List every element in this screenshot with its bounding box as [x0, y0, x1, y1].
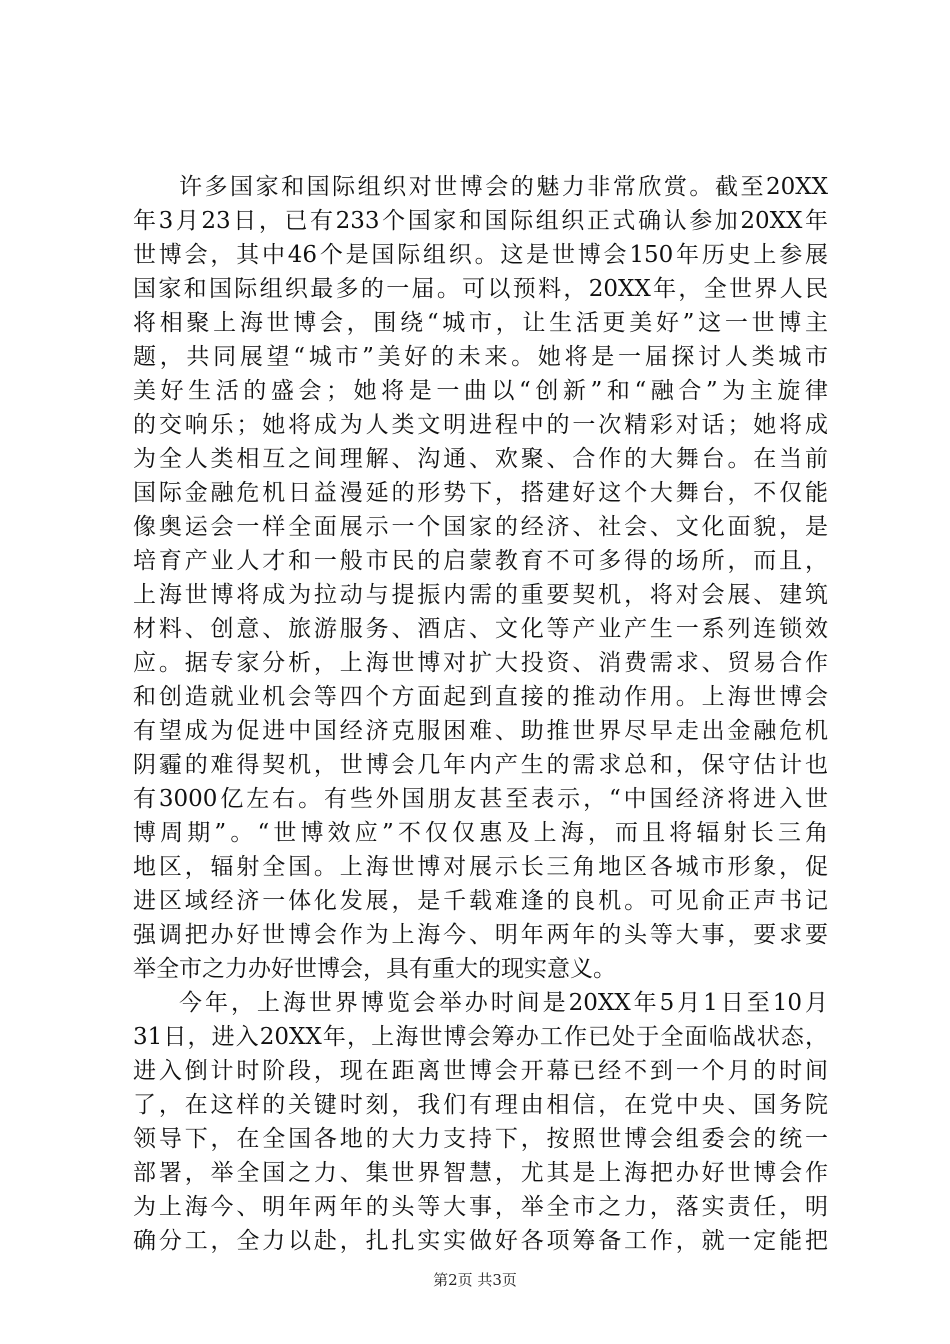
- text-line: 阴霾的难得契机，世博会几年内产生的需求总和，保守估计也: [133, 752, 828, 778]
- text-line: 地区，辐射全国。上海世博对展示长三角地区各城市形象，促: [133, 854, 828, 880]
- text-line: 有3000亿左右。有些外国朋友甚至表示，“中国经济将进入世: [133, 786, 828, 812]
- text-line: 强调把办好世博会作为上海今、明年两年的头等大事，要求要: [133, 922, 828, 948]
- text-line: 为全人类相互之间理解、沟通、欢聚、合作的大舞台。在当前: [133, 446, 828, 472]
- text-line: 应。据专家分析，上海世博对扩大投资、消费需求、贸易合作: [133, 650, 828, 676]
- document-body: [133, 170, 828, 1258]
- text-line: 举全市之力办好世博会，具有重大的现实意义。: [133, 956, 616, 982]
- text-line: 上海世博将成为拉动与提振内需的重要契机，将对会展、建筑: [133, 582, 828, 608]
- text-line: 材料、创意、旅游服务、酒店、文化等产业产生一系列连锁效: [133, 616, 828, 642]
- text-line: 领导下，在全国各地的大力支持下，按照世博会组委会的统一: [133, 1126, 828, 1152]
- text-line: 将相聚上海世博会，围绕“城市，让生活更美好”这一世博主: [133, 310, 828, 336]
- text-line: 了，在这样的关键时刻，我们有理由相信，在党中央、国务院: [133, 1092, 828, 1118]
- text-line: 培育产业人才和一般市民的启蒙教育不可多得的场所，而且，: [133, 548, 828, 574]
- paragraph-1: [133, 170, 828, 986]
- text-line: 国家和国际组织最多的一届。可以预料，20XX年，全世界人民: [133, 276, 828, 302]
- text-line: 确分工，全力以赴，扎扎实实做好各项筹备工作，就一定能把: [133, 1228, 828, 1254]
- text-line: 许多国家和国际组织对世博会的魅力非常欣赏。截至20XX: [179, 174, 828, 200]
- text-line: 今年，上海世界博览会举办时间是20XX年5月1日至10月: [179, 990, 828, 1016]
- text-line: 进区域经济一体化发展，是千载难逢的良机。可见俞正声书记: [133, 888, 828, 914]
- text-line: 有望成为促进中国经济克服困难、助推世界尽早走出金融危机: [133, 718, 828, 744]
- text-line: 和创造就业机会等四个方面起到直接的推动作用。上海世博会: [133, 684, 828, 710]
- text-line: 题，共同展望“城市”美好的未来。她将是一届探讨人类城市: [133, 344, 828, 370]
- text-line: 美好生活的盛会；她将是一曲以“创新”和“融合”为主旋律: [133, 378, 828, 404]
- paragraph-2: [133, 986, 828, 1258]
- text-line: 的交响乐；她将成为人类文明进程中的一次精彩对话；她将成: [133, 412, 828, 438]
- page-footer: 第2页 共3页: [433, 1271, 517, 1289]
- text-line: 国际金融危机日益漫延的形势下，搭建好这个大舞台，不仅能: [133, 480, 828, 506]
- text-line: 世博会，其中46个是国际组织。这是世博会150年历史上参展: [133, 242, 828, 268]
- text-line: 博周期”。“世博效应”不仅仅惠及上海，而且将辐射长三角: [133, 820, 828, 846]
- text-line: 31日，进入20XX年，上海世博会筹办工作已处于全面临战状态，: [133, 1024, 828, 1050]
- text-line: 像奥运会一样全面展示一个国家的经济、社会、文化面貌，是: [133, 514, 828, 540]
- text-line: 进入倒计时阶段，现在距离世博会开幕已经不到一个月的时间: [133, 1058, 828, 1084]
- text-line: 为上海今、明年两年的头等大事，举全市之力，落实责任，明: [133, 1194, 828, 1220]
- text-line: 部署，举全国之力、集世界智慧，尤其是上海把办好世博会作: [133, 1160, 828, 1186]
- text-line: 年3月23日，已有233个国家和国际组织正式确认参加20XX年: [133, 208, 828, 234]
